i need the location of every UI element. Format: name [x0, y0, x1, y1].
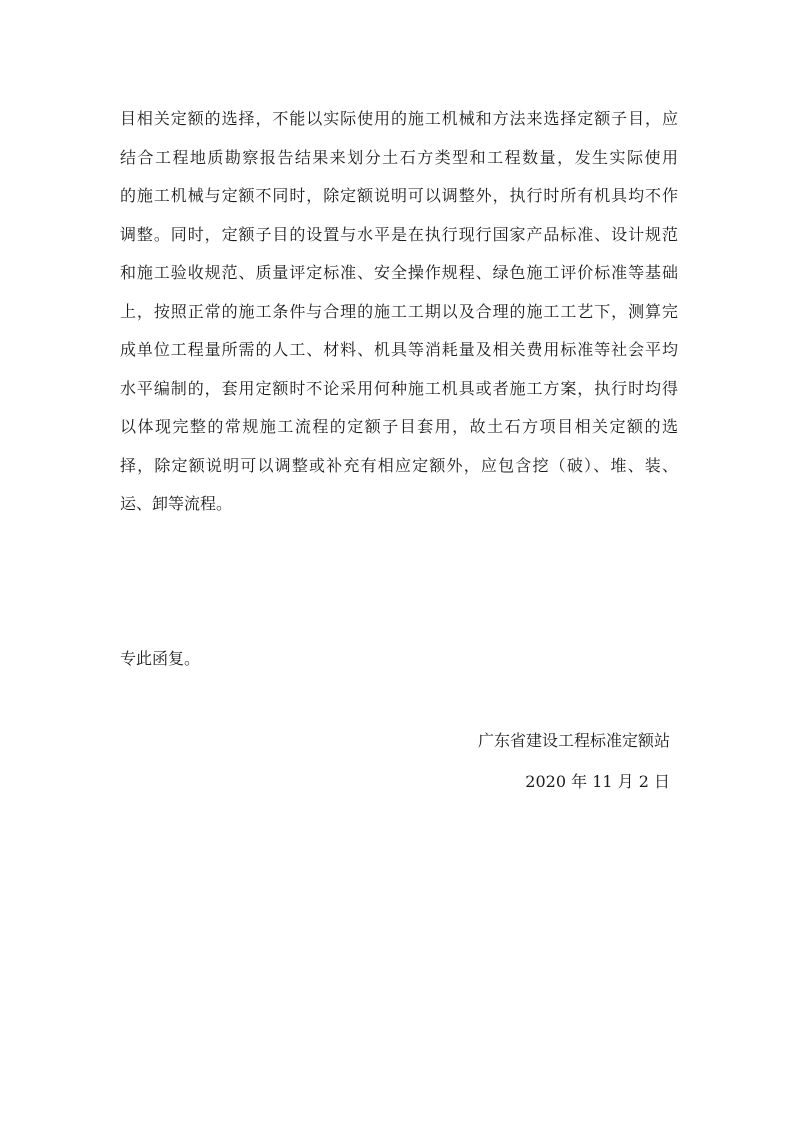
- body-line: 上，按照正常的施工条件与合理的施工工期以及合理的施工工艺下，测算完: [120, 301, 678, 321]
- body-line: 调整。同时，定额子目的设置与水平是在执行现行国家产品标准、设计规范: [120, 224, 678, 244]
- body-line: 以体现完整的常规施工流程的定额子目套用，故土石方项目相关定额的选: [120, 417, 678, 436]
- body-text: [120, 100, 678, 524]
- body-line: 结合工程地质勘察报告结果来划分土石方类型和工程数量，发生实际使用: [120, 147, 678, 167]
- body-line: 成单位工程量所需的人工、材料、机具等消耗量及相关费用标准等社会平均: [120, 340, 678, 359]
- body-line: 择，除定额说明可以调整或补充有相应定额外，应包含挖（破）、堆、装、: [120, 455, 678, 475]
- body-line: 目相关定额的选择，不能以实际使用的施工机械和方法来选择定额子目，应: [120, 109, 678, 128]
- issue-date: 2020 年 11 月 2 日: [525, 772, 670, 791]
- body-line: 的施工机械与定额不同时，除定额说明可以调整外，执行时所有机具均不作: [120, 186, 678, 205]
- issuer-signature: 广东省建设工程标准定额站: [477, 731, 670, 750]
- body-line: 和施工验收规范、质量评定标准、安全操作规程、绿色施工评价标准等基础: [120, 263, 678, 282]
- body-line: 运、卸等流程。: [120, 494, 233, 513]
- body-line: 水平编制的，套用定额时不论采用何种施工机具或者施工方案，执行时均得: [120, 378, 678, 398]
- closing-remark: 专此函复。: [120, 649, 201, 668]
